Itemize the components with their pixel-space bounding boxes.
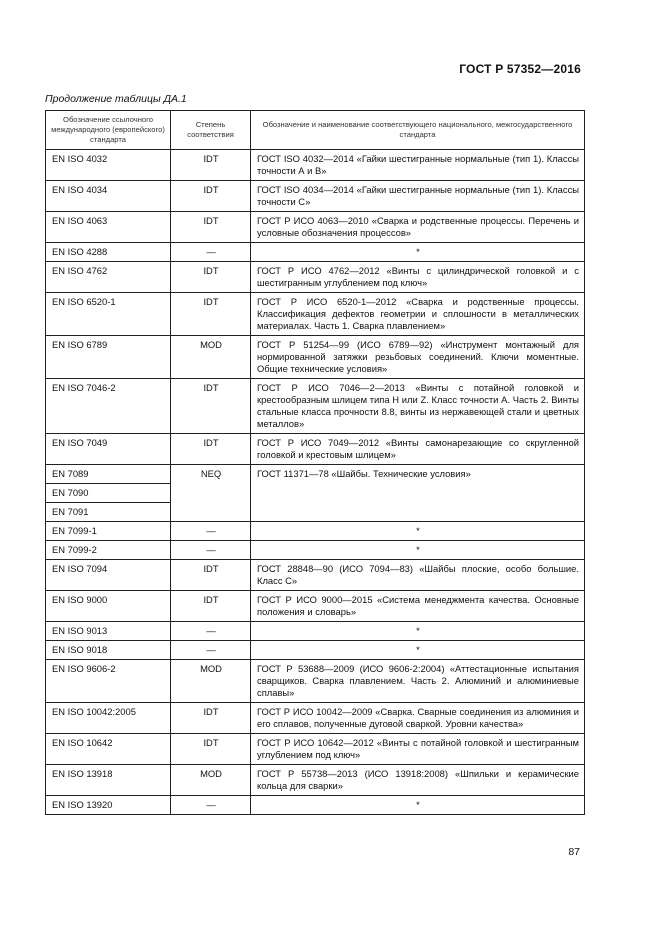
reference-standard-cell: EN ISO 4063 [46,212,171,243]
reference-standard-cell: EN ISO 4288 [46,243,171,262]
reference-standard-cell: EN ISO 4034 [46,181,171,212]
national-standard-cell: ГОСТ 28848—90 (ИСО 7094—83) «Шайбы плоские, особо большие. Класс С» [251,560,585,591]
table-row [46,465,585,484]
reference-standard-cell: EN ISO 10642 [46,734,171,765]
reference-standard-cell: EN ISO 4762 [46,262,171,293]
degree-cell: IDT [171,181,251,212]
degree-cell: IDT [171,434,251,465]
national-standard-cell: ГОСТ Р 55738—2013 (ИСО 13918:2008) «Шпильки и керамические кольца для сварки» [251,765,585,796]
reference-standard-cell: EN ISO 13920 [46,796,171,815]
table-body [46,150,585,815]
table-row [46,243,585,262]
table-row [46,622,585,641]
national-standard-cell: * [251,796,585,815]
degree-cell: IDT [171,560,251,591]
standards-correspondence-table [45,110,585,815]
table-row [46,379,585,434]
table-row [46,703,585,734]
reference-standard-cell: EN ISO 6789 [46,336,171,379]
national-standard-cell: ГОСТ Р 53688—2009 (ИСО 9606-2:2004) «Аттестационные испытания сварщиков. Сварка плавлением. Часть 2. Алюминий и алюминиевые сплавы» [251,660,585,703]
reference-standard-cell: EN ISO 10042:2005 [46,703,171,734]
header-reference-standard: Обозначение ссылочного международного (европейского) стандарта [46,111,171,150]
degree-cell: IDT [171,150,251,181]
national-standard-cell: ГОСТ Р ИСО 10642—2012 «Винты с потайной головкой и шестигранным углублением под ключ» [251,734,585,765]
national-standard-cell: ГОСТ Р ИСО 9000—2015 «Система менеджмента качества. Основные положения и словарь» [251,591,585,622]
reference-standard-cell: EN ISO 7094 [46,560,171,591]
national-standard-cell: ГОСТ Р ИСО 6520-1—2012 «Сварка и родственные процессы. Классификация дефектов геометрии и сплошности в металлических материалах. Часть 1. Сварка плавлением» [251,293,585,336]
reference-standard-cell: EN ISO 9606-2 [46,660,171,703]
reference-standard-cell: EN 7099-1 [46,522,171,541]
table-row [46,293,585,336]
reference-standard-cell: EN ISO 4032 [46,150,171,181]
table-row [46,262,585,293]
table-row [46,660,585,703]
table-row [46,641,585,660]
table-row [46,336,585,379]
degree-cell: MOD [171,765,251,796]
national-standard-cell: * [251,243,585,262]
reference-standard-cell: EN ISO 9018 [46,641,171,660]
degree-cell: IDT [171,379,251,434]
national-standard-cell: ГОСТ Р 51254—99 (ИСО 6789—92) «Инструмент монтажный для нормированной затяжки резьбовых соединений. Ключи моментные. Общие технические условия» [251,336,585,379]
national-standard-cell: ГОСТ Р ИСО 4063—2010 «Сварка и родственные процессы. Перечень и условные обозначения процессов» [251,212,585,243]
table-header-row [46,111,585,150]
degree-cell: IDT [171,591,251,622]
degree-cell: IDT [171,262,251,293]
degree-cell: IDT [171,703,251,734]
national-standard-cell: * [251,641,585,660]
table-row [46,560,585,591]
page-number: 87 [568,846,580,858]
header-degree: Степень соответствия [171,111,251,150]
degree-cell: — [171,641,251,660]
reference-standard-cell: EN ISO 7046-2 [46,379,171,434]
reference-standard-cell: EN ISO 6520-1 [46,293,171,336]
header-national-standard: Обозначение и наименование соответствующего национального, межгосударственного стандарта [251,111,585,150]
national-standard-cell: ГОСТ Р ИСО 7049—2012 «Винты самонарезающие со скругленной головкой и крестовым шлицем» [251,434,585,465]
table-row [46,734,585,765]
table-row [46,150,585,181]
degree-cell: IDT [171,212,251,243]
national-standard-cell: ГОСТ Р ИСО 10042—2009 «Сварка. Сварные соединения из алюминия и его сплавов, полученные дуговой сваркой. Уровни качества» [251,703,585,734]
table-row [46,765,585,796]
degree-cell: IDT [171,293,251,336]
degree-cell: — [171,796,251,815]
degree-cell: MOD [171,336,251,379]
degree-cell: — [171,622,251,641]
table-caption: Продолжение таблицы ДА.1 [45,93,187,105]
reference-standard-cell: EN ISO 9000 [46,591,171,622]
degree-cell: — [171,541,251,560]
national-standard-cell: ГОСТ Р ИСО 4762—2012 «Винты с цилиндрической головкой и с шестигранным углублением под ключ» [251,262,585,293]
table-row [46,434,585,465]
table-row [46,541,585,560]
table-row [46,591,585,622]
table-row [46,181,585,212]
reference-standard-cell: EN 7090 [46,484,171,503]
table-row [46,796,585,815]
national-standard-cell: * [251,522,585,541]
national-standard-cell: * [251,622,585,641]
degree-cell: — [171,243,251,262]
degree-cell: MOD [171,660,251,703]
national-standard-cell: ГОСТ 11371—78 «Шайбы. Технические условия» [251,465,585,522]
reference-standard-cell: EN ISO 9013 [46,622,171,641]
document-standard-code: ГОСТ Р 57352—2016 [459,62,581,76]
reference-standard-cell: EN 7089 [46,465,171,484]
table-row [46,212,585,243]
degree-cell: — [171,522,251,541]
table-row [46,522,585,541]
national-standard-cell: ГОСТ ISO 4032—2014 «Гайки шестигранные нормальные (тип 1). Классы точности А и В» [251,150,585,181]
degree-cell: IDT [171,734,251,765]
national-standard-cell: ГОСТ Р ИСО 7046—2—2013 «Винты с потайной головкой и крестообразным шлицем типа Н или Z. Класс точности А. Часть 2. Винты стальные класса прочности 8.8, винты из нержавеющей стали и цветных металлов» [251,379,585,434]
reference-standard-cell: EN ISO 13918 [46,765,171,796]
reference-standard-cell: EN 7099-2 [46,541,171,560]
reference-standard-cell: EN ISO 7049 [46,434,171,465]
national-standard-cell: * [251,541,585,560]
degree-cell: NEQ [171,465,251,522]
reference-standard-cell: EN 7091 [46,503,171,522]
national-standard-cell: ГОСТ ISO 4034—2014 «Гайки шестигранные нормальные (тип 1). Классы точности С» [251,181,585,212]
